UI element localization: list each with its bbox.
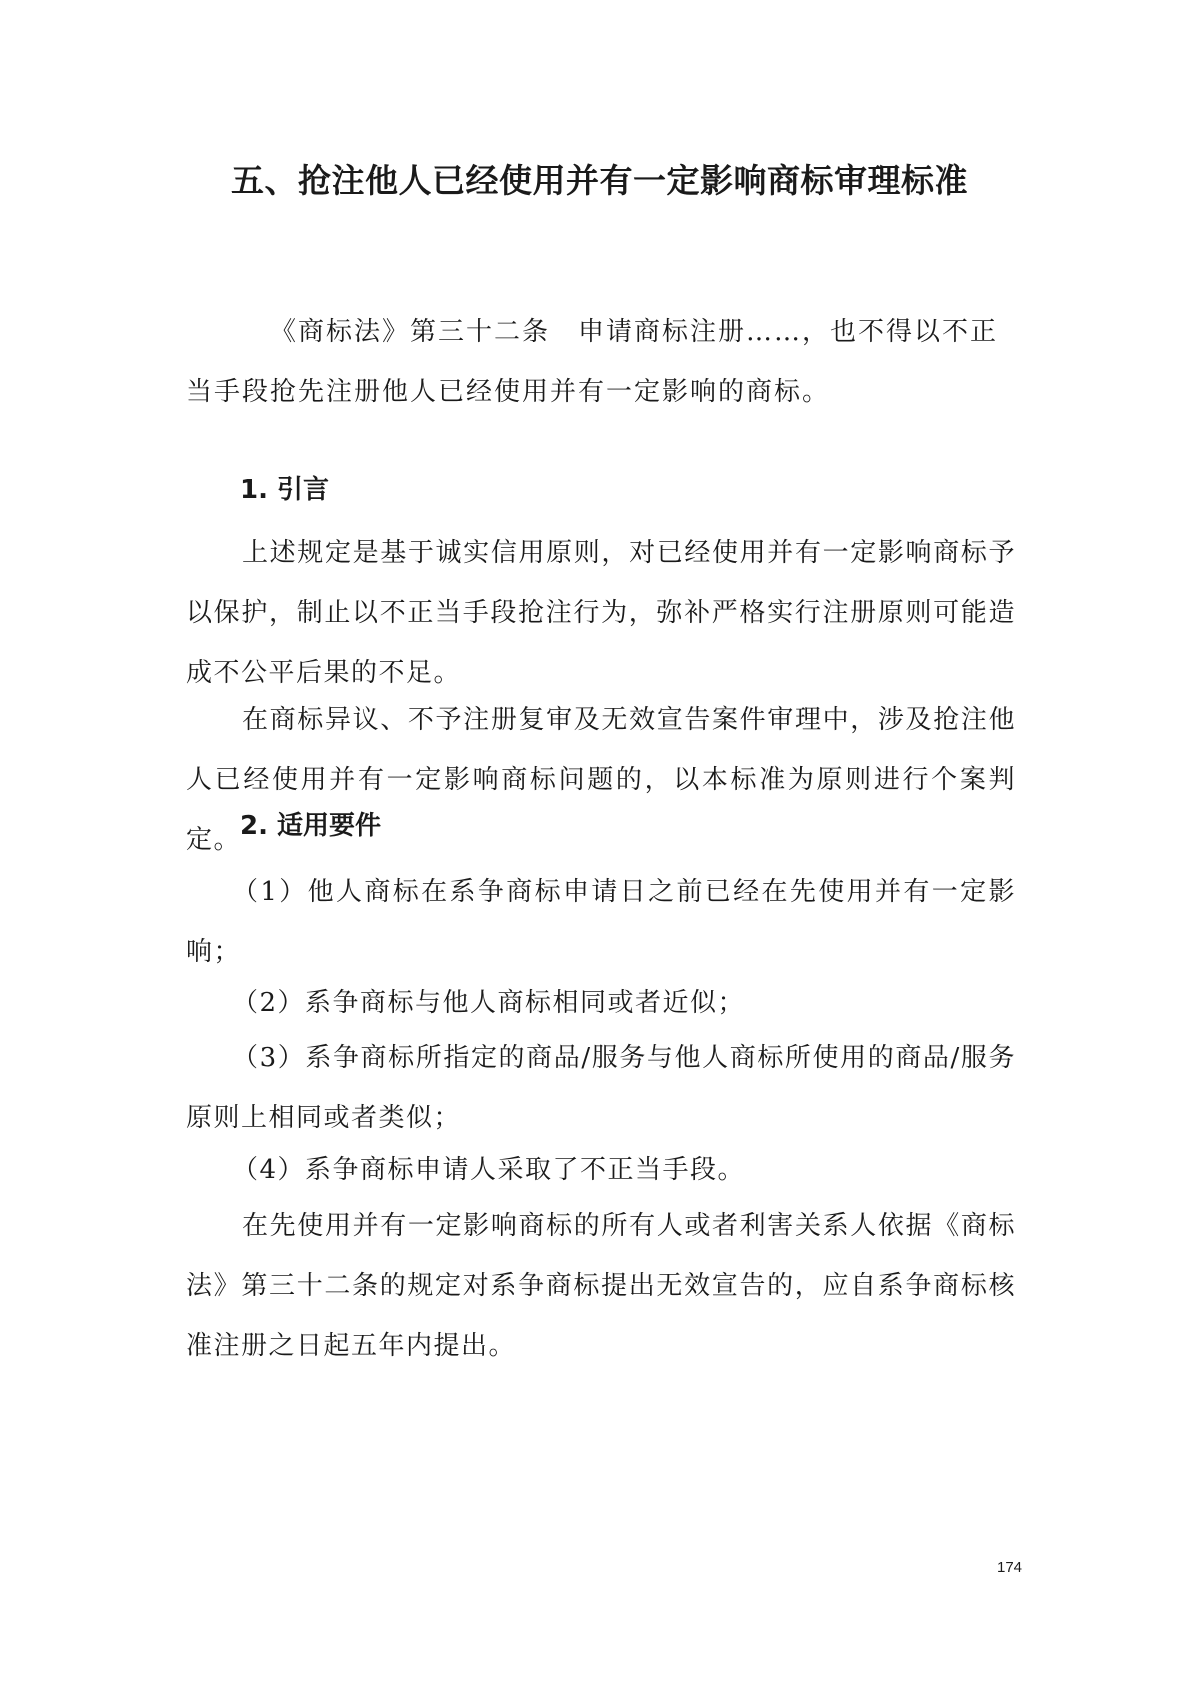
- intro-paragraph-2: 在商标异议、不予注册复审及无效宣告案件审理中，涉及抢注他人已经使用并有一定影响商标问题的，以本标准为原则进行个案判定。: [186, 705, 1016, 855]
- law-quote-line-1: 《商标法》第三十二条 申请商标注册……，也不得以不正: [270, 317, 999, 347]
- requirement-item-4: （4）系争商标申请人采取了不正当手段。: [232, 1155, 746, 1185]
- requirement-item-1: （1）他人商标在系争商标申请日之前已经在先使用并有一定影响；: [186, 877, 1016, 967]
- page-number: 174: [997, 1559, 1023, 1576]
- law-quote-line-2: 当手段抢先注册他人已经使用并有一定影响的商标。: [186, 377, 831, 407]
- law-quote: [186, 302, 1016, 422]
- requirement-item-2: （2）系争商标与他人商标相同或者近似；: [232, 988, 746, 1018]
- intro-paragraph-1: 上述规定是基于诚实信用原则，对已经使用并有一定影响商标予以保护，制止以不正当手段抢注行为，弥补严格实行注册原则可能造成不公平后果的不足。: [186, 538, 1016, 688]
- requirement-item-3: （3）系争商标所指定的商品/服务与他人商标所使用的商品/服务原则上相同或者类似；: [186, 1043, 1016, 1133]
- section-heading-intro: 1. 引言: [240, 475, 330, 505]
- closing-paragraph: 在先使用并有一定影响商标的所有人或者利害关系人依据《商标法》第三十二条的规定对系争商标提出无效宣告的，应自系争商标核准注册之日起五年内提出。: [186, 1211, 1016, 1361]
- page-title: 五、抢注他人已经使用并有一定影响商标审理标准: [231, 161, 968, 200]
- section-heading-requirements: 2. 适用要件: [240, 811, 382, 841]
